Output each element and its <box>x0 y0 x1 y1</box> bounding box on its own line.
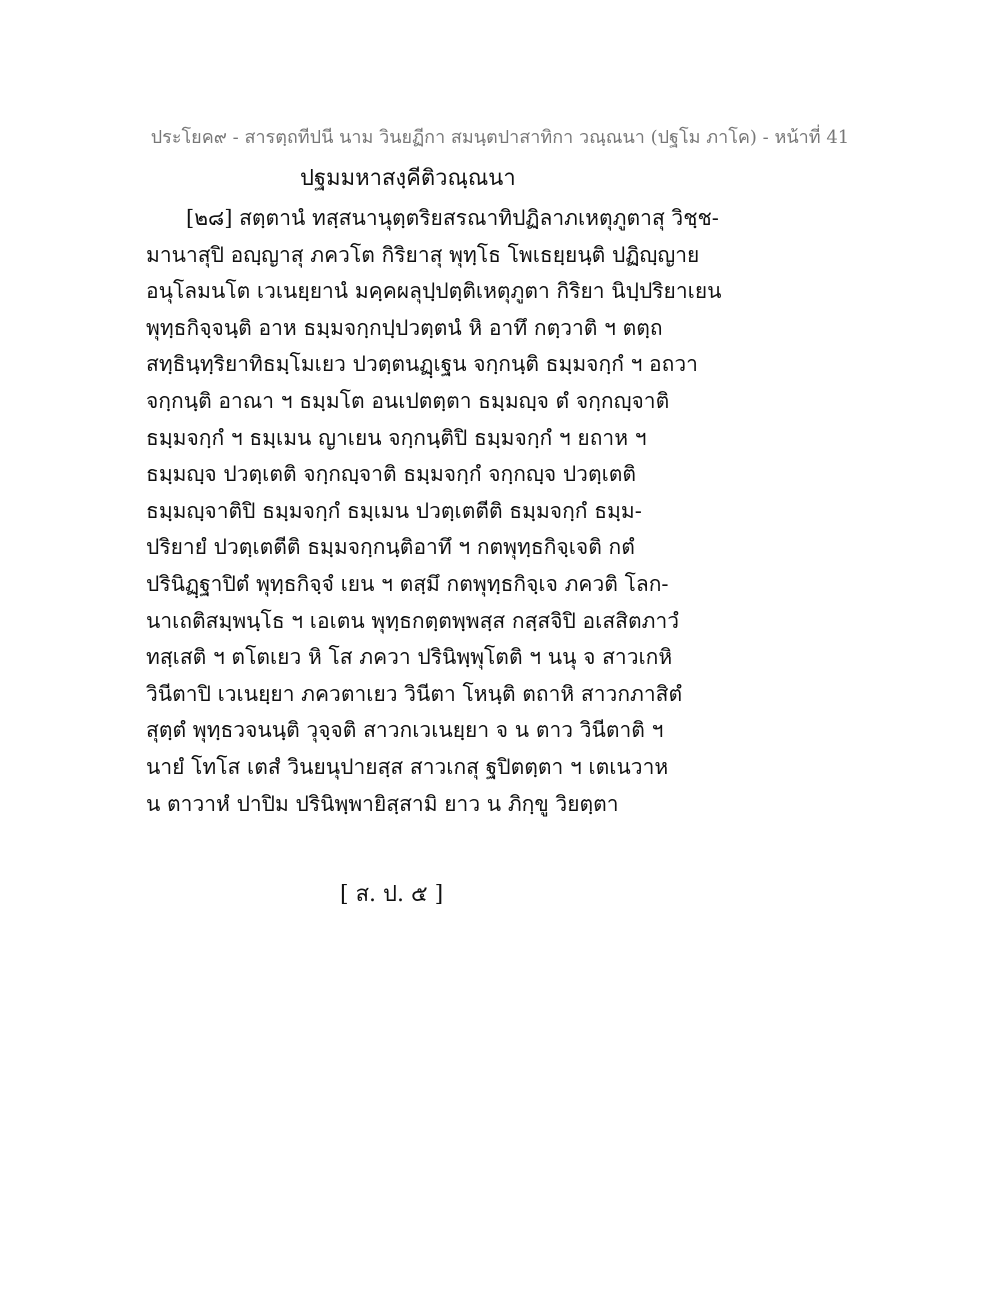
text-line: [๒๘] สตฺตานํ ทสฺสนานุตฺตริยสรณาทิปฏิลาภเหตุภูตาสุ วิชฺช- <box>186 206 719 230</box>
page-header: ประโยค๙ - สารตฺถทีปนี นาม วินยฏีกา สมนฺตปาสาทิกา วณฺณนา (ปฐโม ภาโค) - หน้าที่ 41 <box>150 127 850 148</box>
section-title: ปฐมมหาสงฺคีติวณฺณนา <box>300 166 516 191</box>
text-line: สทฺธินฺทฺริยาทิธมฺโมเยว ปวตฺตนฏฺเฐน จกฺกนฺติ ธมฺมจกฺกํ ฯ อถวา <box>146 352 698 377</box>
text-line: วินีตาปิ เวเนยฺยา ภควตาเยว วินีตา โหนฺติ ตถาหิ สาวกภาสิตํ <box>146 681 683 706</box>
text-line: ปรินิฏฺฐาปิตํ พุทฺธกิจฺจํ เยน ฯ ตสฺมึ กตพุทฺธกิจฺเจ ภควติ โลก- <box>146 571 669 596</box>
page-footer-marker: [ ส. ป. ๕ ] <box>340 882 444 907</box>
text-line: ปริยายํ ปวตฺเตตีติ ธมฺมจกฺกนฺติอาทึ ฯ กตพุทฺธกิจฺเจติ กตํ <box>146 535 635 560</box>
text-line: จกฺกนฺติ อาณา ฯ ธมฺมโต อนเปตตฺตา ธมฺมญฺจ ตํ จกฺกญฺจาติ <box>146 388 670 413</box>
text-line: ธมฺมญฺจ ปวตฺเตติ จกฺกญฺจาติ ธมฺมจกฺกํ จกฺกญฺจ ปวตฺเตติ <box>146 462 637 487</box>
text-line: น ตาวาหํ ปาปิม ปรินิพฺพายิสฺสามิ ยาว น ภิกฺขู วิยตฺตา <box>146 791 619 816</box>
text-line: พุทฺธกิจฺจนฺติ อาห ธมฺมจกฺกปฺปวตฺตนํ หิ อาทึ กตฺวาติ ฯ ตตฺถ <box>146 315 663 340</box>
text-line: อนุโลมนโต เวเนยฺยานํ มคฺคผลุปฺปตฺติเหตุภูตา กิริยา นิปฺปริยาเยน <box>146 279 722 304</box>
body-text <box>146 204 722 826</box>
text-line: ทสฺเสติ ฯ ตโตเยว หิ โส ภควา ปรินิพฺพุโตติ ฯ นนุ จ สาวเกหิ <box>146 645 673 670</box>
text-line: นายํ โทโส เตสํ วินยนุปายสฺส สาวเกสุ ฐปิตตฺตา ฯ เตเนวาห <box>146 754 669 779</box>
text-line: ธมฺมญฺจาติปิ ธมฺมจกฺกํ ธมฺเมน ปวตฺเตตีติ ธมฺมจกฺกํ ธมฺม- <box>146 498 642 523</box>
text-line: ธมฺมจกฺกํ ฯ ธมฺเมน ญาเยน จกฺกนฺติปิ ธมฺมจกฺกํ ฯ ยถาห ฯ <box>146 425 647 450</box>
text-line: มานาสุปิ อญฺญาสุ ภควโต กิริยาสุ พุทฺโธ โพเธยฺยนฺติ ปฏิญฺญาย <box>146 242 700 267</box>
text-line: นาเถติสมฺพนฺโธ ฯ เอเตน พุทฺธกตฺตพฺพสฺส กสฺสจิปิ อเสสิตภาวํ <box>146 608 680 633</box>
text-line: สุตฺตํ พุทฺธวจนนฺติ วุจฺจติ สาวกเวเนยฺยา จ น ตาว วินีตาติ ฯ <box>146 718 664 743</box>
